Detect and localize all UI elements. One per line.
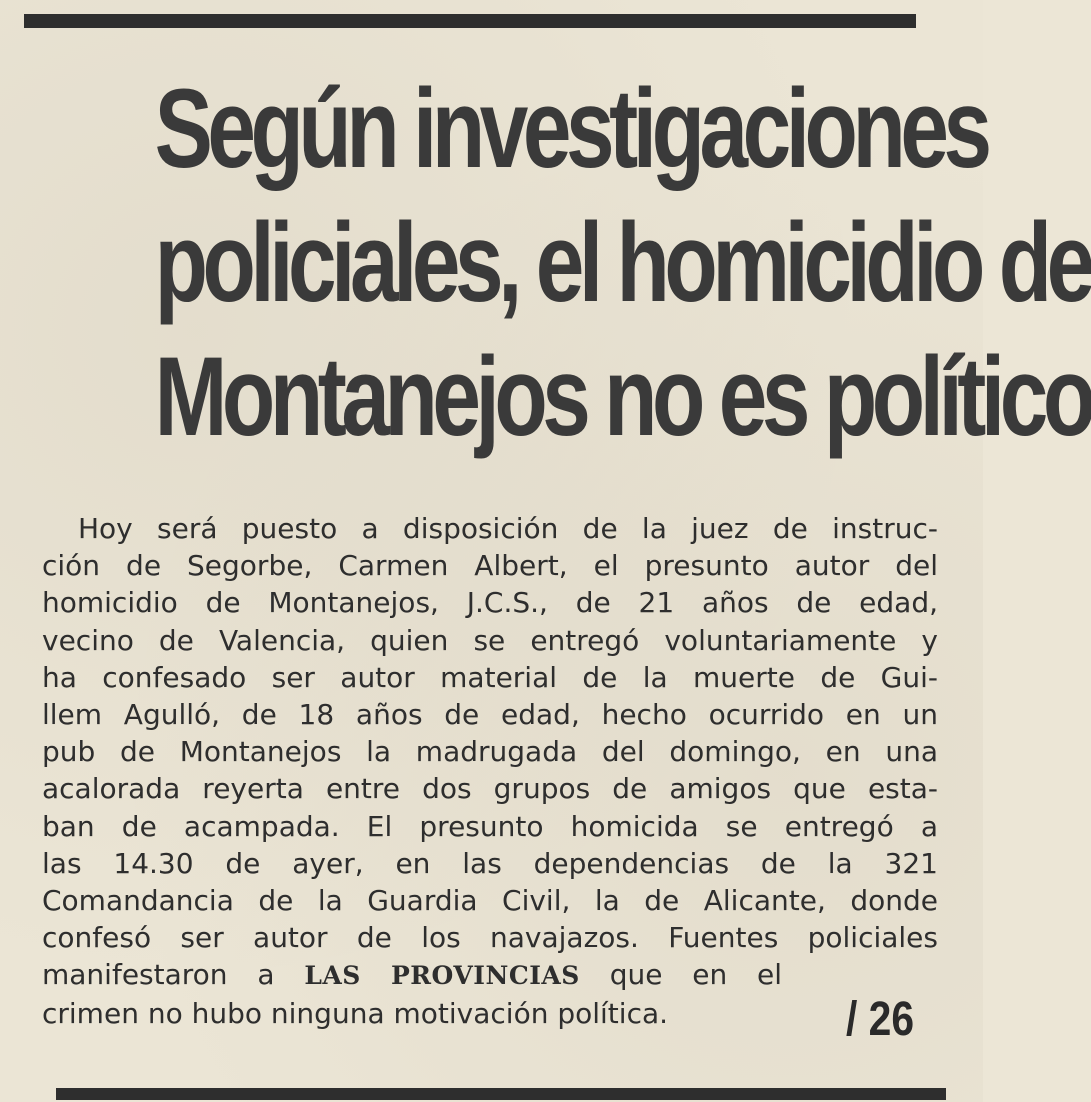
headline-line-1: Según investigaciones — [154, 66, 987, 191]
body-line-13-start: manifestaron a — [42, 958, 275, 992]
headline — [154, 62, 1091, 464]
body-line-10: las 14.30 de ayer, en las dependencias de la 321 — [42, 846, 938, 880]
bottom-rule — [56, 1088, 946, 1100]
body-line-11: Comandancia de la Guardia Civil, la de Alicante, donde — [42, 884, 938, 918]
body-line-13 — [42, 956, 782, 994]
top-rule — [24, 14, 916, 28]
body-line-5: ha confesado ser autor material de la muerte de Gui- — [42, 660, 938, 694]
body-line-9: ban de acampada. El presunto homicida se entregó a — [42, 809, 938, 843]
article-body — [42, 510, 938, 1032]
body-line-14: crimen no hubo ninguna motivación política. — [42, 996, 669, 1030]
body-line-12: confesó ser autor de los navajazos. Fuentes policiales — [42, 921, 938, 955]
body-line-7: pub de Montanejos la madrugada del domingo, en una — [42, 735, 938, 769]
body-line-6: llem Agulló, de 18 años de edad, hecho ocurrido en un — [42, 698, 938, 732]
headline-line-3: Montanejos no es político — [154, 334, 1091, 459]
newspaper-name: LAS PROVINCIAS — [304, 961, 580, 991]
body-line-3: homicidio de Montanejos, J.C.S., de 21 años de edad, — [42, 586, 938, 620]
body-line-1: Hoy será puesto a disposición de la juez de instruc- — [78, 512, 938, 545]
body-line-4: vecino de Valencia, quien se entregó voluntariamente y — [42, 623, 938, 657]
page-reference: / 26 — [846, 993, 915, 1046]
body-line-13-end: que en el — [609, 958, 783, 992]
body-line-8: acalorada reyerta entre dos grupos de amigos que esta- — [42, 772, 938, 806]
body-line-2: ción de Segorbe, Carmen Albert, el presunto autor del — [42, 549, 938, 583]
headline-line-2: policiales, el homicidio de — [154, 200, 1090, 325]
